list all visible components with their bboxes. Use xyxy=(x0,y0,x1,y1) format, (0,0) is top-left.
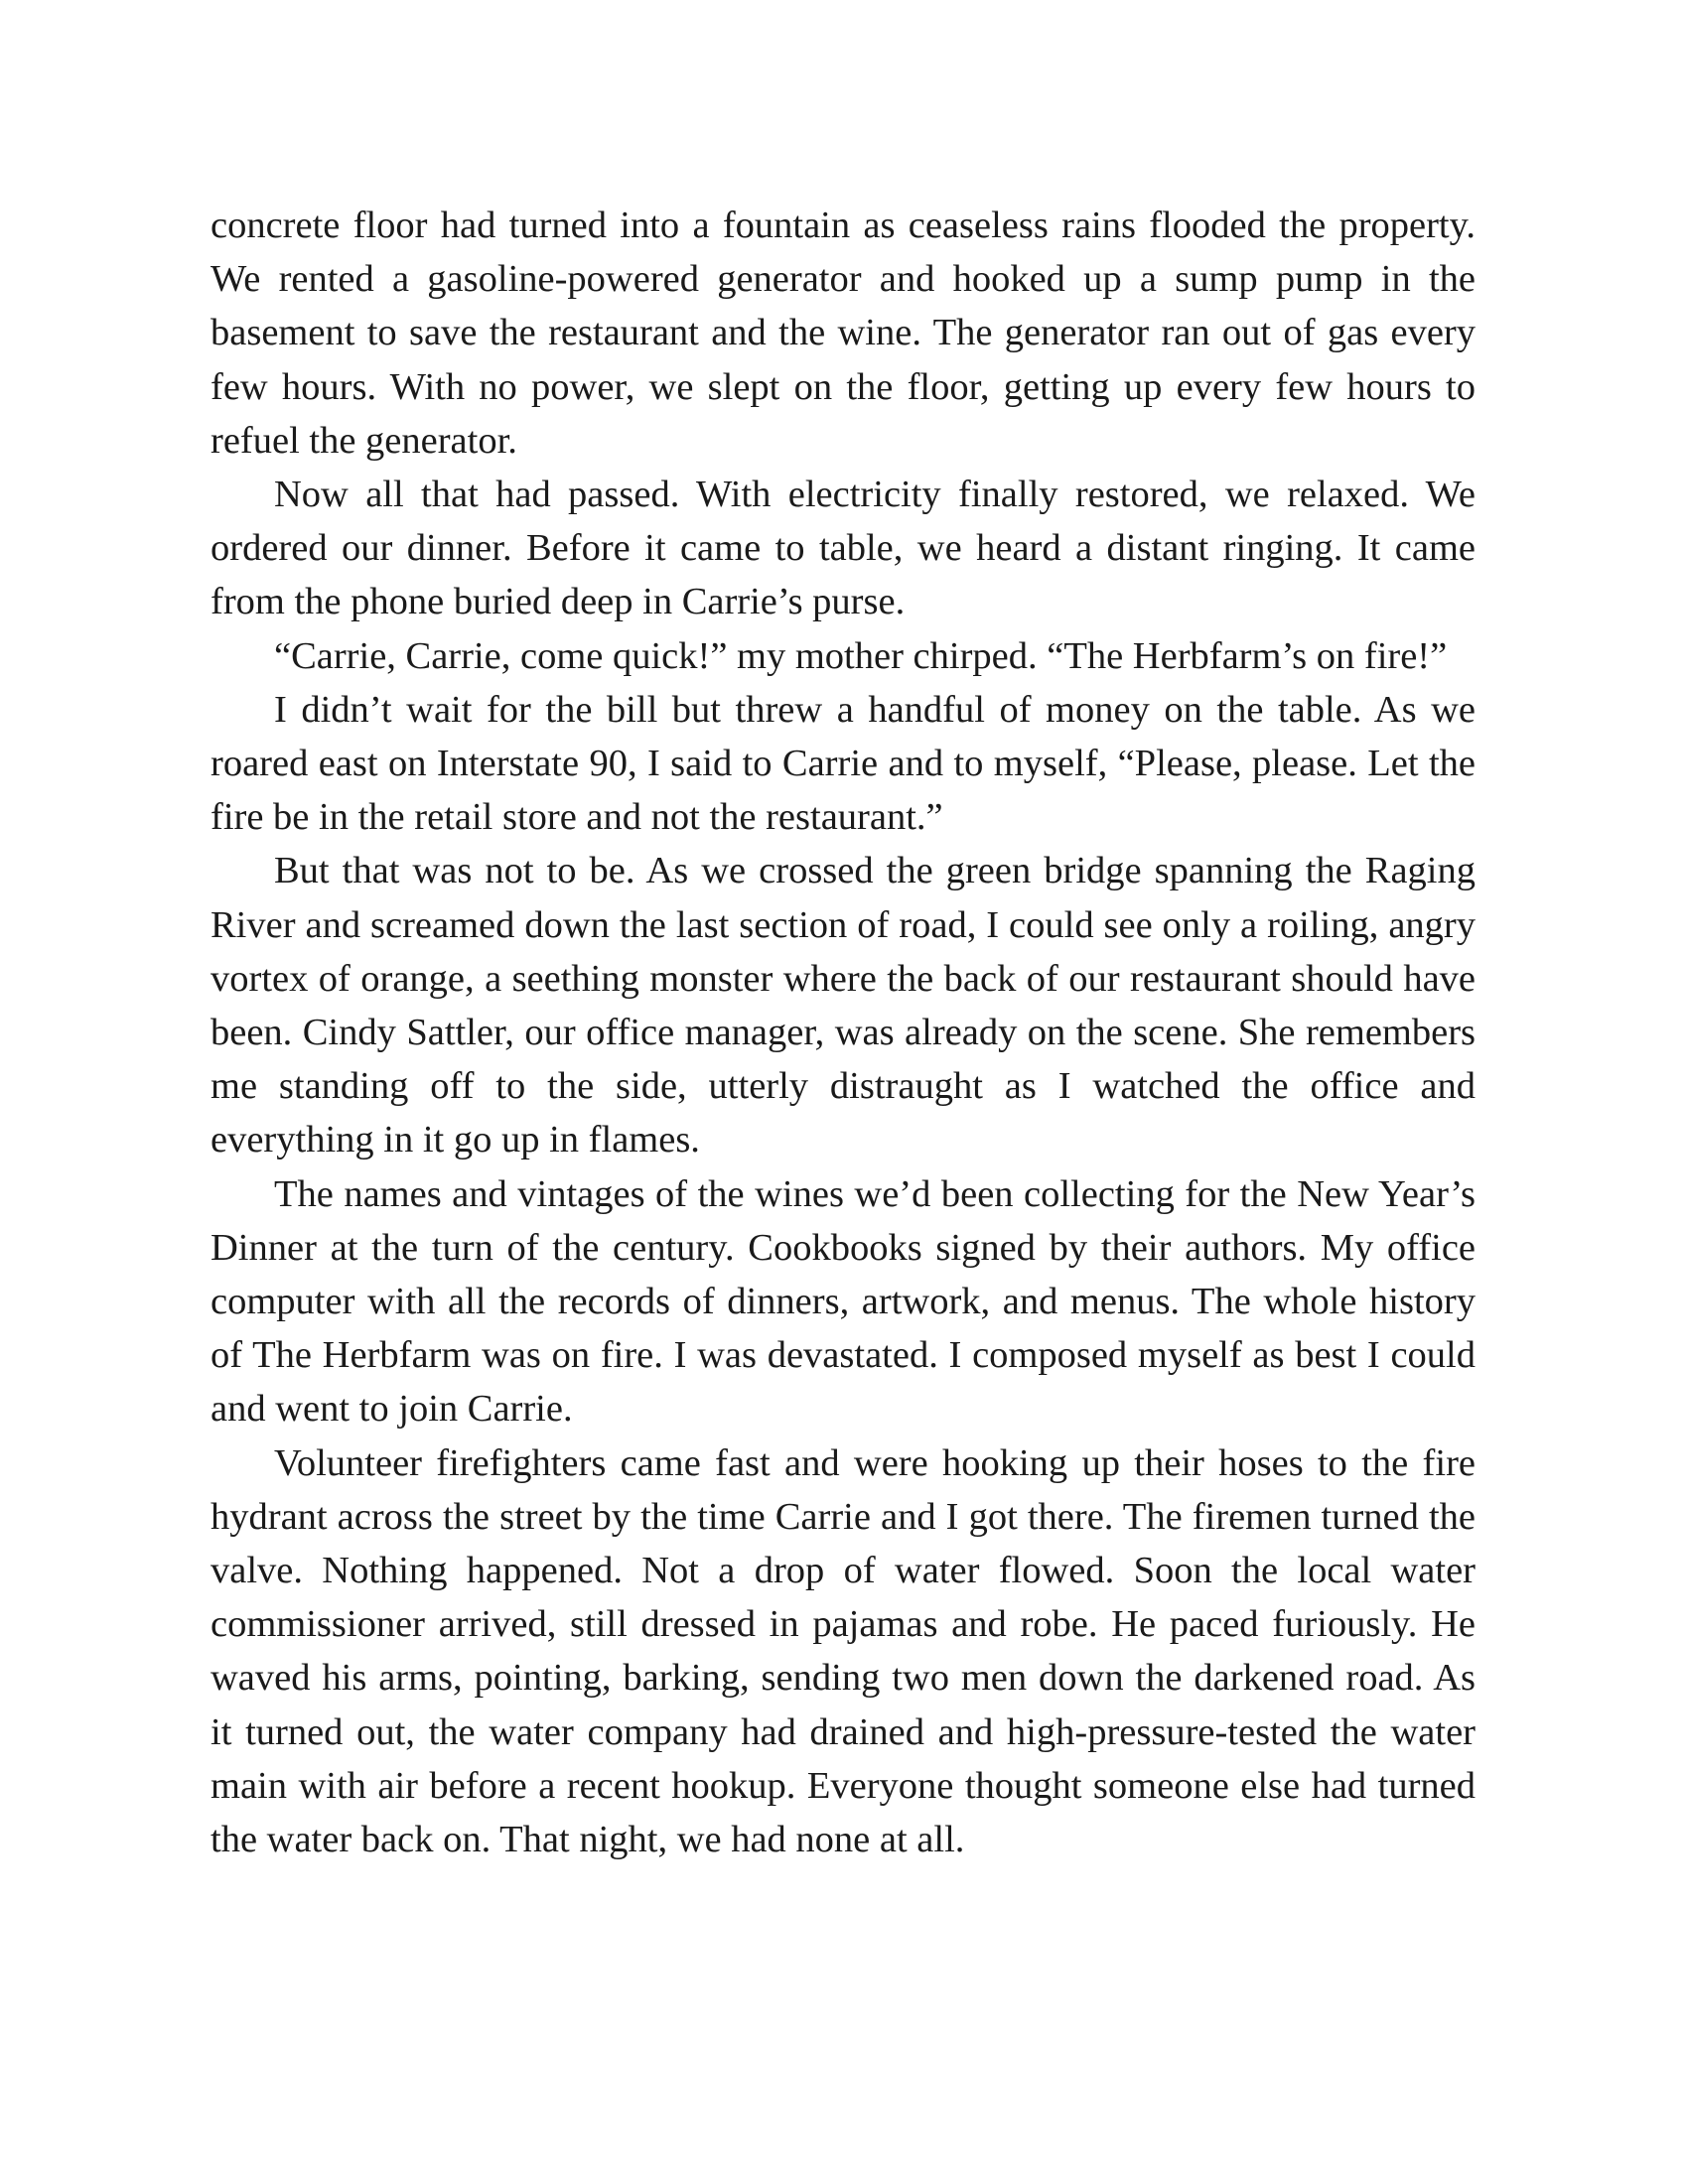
paragraph-drive-east: I didn’t wait for the bill but threw a handful of money on the table. As we roared east on Interstate 90, I said to Carrie and to myself, “Please, please. Let the fire be in the retail store and not the restaurant.” xyxy=(211,688,1476,839)
paragraph-continued: concrete floor had turned into a fountain as ceaseless rains flooded the property. We rented a gasoline-powered generator and hooked up a sump pump in the basement to save the restaurant and the wine. The generator ran out of gas every few hours. With no power, we slept on the floor, getting up every few hours to refuel the generator. xyxy=(211,205,1476,462)
paragraph-firefighters: Volunteer firefighters came fast and were hooking up their hoses to the fire hydrant across the street by the time Carrie and I got there. The firemen turned the valve. Nothing happened. Not a drop of water flowed. Soon the local water commissioner arrived, still dressed in pajamas and robe. He paced furiously. He waved his arms, pointing, barking, sending two men down the darkened road. As it turned out, the water company had drained and high-pressure-tested the water main with air before a recent hookup. Everyone thought someone else had turned the water back on. That night, we had none at all. xyxy=(211,1441,1476,1861)
paragraph-power-restored: Now all that had passed. With electricity finally restored, we relaxed. We ordered our dinner. Before it came to table, we heard a distant ringing. It came from the phone buried deep in Carrie’s purse. xyxy=(211,474,1476,623)
paragraph-mother-call: “Carrie, Carrie, come quick!” my mother chirped. “The Herbfarm’s on fire!” xyxy=(274,634,1448,677)
paragraph-losses: The names and vintages of the wines we’d been collecting for the New Year’s Dinner at the turn of the century. Cookbooks signed by their authors. My office computer with all the records of dinners, artwork, and menus. The whole history of The Herbfarm was on fire. I was devastated. I composed myself as best I could and went to join Carrie. xyxy=(211,1172,1476,1431)
paragraph-arrival-fire: But that was not to be. As we crossed the green bridge spanning the Raging River and screamed down the last section of road, I could see only a roiling, angry vortex of orange, a seething monster where the back of our restaurant should have been. Cindy Sattler, our office manager, was already on the scene. She remembers me standing off to the side, utterly distraught as I watched the office and everything in it go up in flames. xyxy=(211,850,1476,1161)
book-page-body xyxy=(211,199,1476,1866)
